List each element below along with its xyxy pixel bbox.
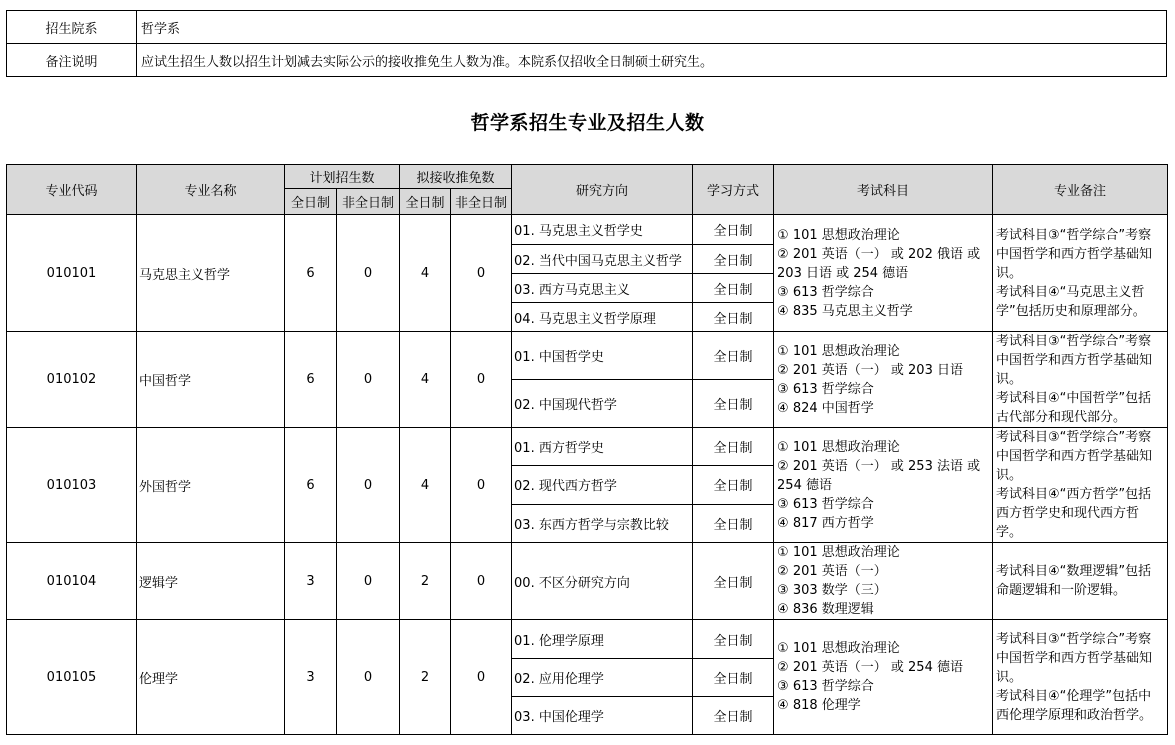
study-mode: 全日制 xyxy=(693,543,774,620)
study-mode: 全日制 xyxy=(693,659,774,697)
tuimian-nonfull-count: 0 xyxy=(451,428,512,543)
header-direction: 研究方向 xyxy=(512,165,693,215)
exam-subject-line: ③ 613 哲学综合 xyxy=(777,496,874,512)
majors-body xyxy=(7,215,1168,735)
plan-full-count: 3 xyxy=(285,620,337,735)
study-mode: 全日制 xyxy=(693,466,774,504)
study-mode: 全日制 xyxy=(693,380,774,428)
exam-subject-line: ④ 818 伦理学 xyxy=(777,698,861,713)
note-line: 考试科目③“哲学综合”考察中国哲学和西方哲学基础知识。 xyxy=(996,430,1153,483)
tuimian-nonfull-count: 0 xyxy=(451,215,512,332)
major-code: 010104 xyxy=(7,543,137,620)
major-note xyxy=(993,428,1168,543)
major-code: 010101 xyxy=(7,215,137,332)
exam-subject-line: ① 101 思想政治理论 xyxy=(777,545,900,560)
direction-name: 00. 不区分研究方向 xyxy=(512,543,693,620)
dept-value: 哲学系 xyxy=(137,11,1167,44)
plan-full-count: 6 xyxy=(285,332,337,428)
table-row xyxy=(7,332,1168,380)
exam-subjects xyxy=(774,428,993,543)
exam-subject-line: ④ 824 中国哲学 xyxy=(777,400,874,416)
exam-subject-line: ④ 835 马克思主义哲学 xyxy=(777,303,913,319)
header-tm-full: 全日制 xyxy=(400,189,451,215)
header-tuimian: 拟接收推免数 xyxy=(400,165,512,189)
direction-name: 01. 马克思主义哲学史 xyxy=(512,215,693,245)
header-exam: 考试科目 xyxy=(774,165,993,215)
note-line: 考试科目④“西方哲学”包括西方哲学史和现代西方哲学。 xyxy=(996,487,1152,540)
study-mode: 全日制 xyxy=(693,332,774,380)
exam-subject-line: ③ 613 哲学综合 xyxy=(777,679,874,694)
study-mode: 全日制 xyxy=(693,303,774,332)
dept-label: 招生院系 xyxy=(7,11,137,44)
direction-name: 02. 现代西方哲学 xyxy=(512,466,693,504)
exam-subject-line: ③ 613 哲学综合 xyxy=(777,284,874,300)
info-table xyxy=(6,10,1167,77)
note-line: 考试科目③“哲学综合”考察中国哲学和西方哲学基础知识。 xyxy=(996,334,1153,387)
note-line: 考试科目③“哲学综合”考察中国哲学和西方哲学基础知识。 xyxy=(996,631,1153,685)
major-code: 010105 xyxy=(7,620,137,735)
major-note xyxy=(993,332,1168,428)
direction-name: 02. 应用伦理学 xyxy=(512,659,693,697)
direction-name: 01. 中国哲学史 xyxy=(512,332,693,380)
major-name: 外国哲学 xyxy=(137,428,285,543)
tuimian-full-count: 4 xyxy=(400,215,451,332)
header-plan: 计划招生数 xyxy=(285,165,400,189)
exam-subject-line: ③ 613 哲学综合 xyxy=(777,381,874,397)
tuimian-full-count: 4 xyxy=(400,428,451,543)
study-mode: 全日制 xyxy=(693,428,774,466)
exam-subject-line: ① 101 思想政治理论 xyxy=(777,343,900,359)
note-line: 考试科目④“中国哲学”包括古代部分和现代部分。 xyxy=(996,391,1152,425)
info-row-remark xyxy=(7,44,1167,77)
exam-subject-line: ④ 817 西方哲学 xyxy=(777,515,874,531)
direction-name: 01. 伦理学原理 xyxy=(512,620,693,659)
header-code: 专业代码 xyxy=(7,165,137,215)
header-mode: 学习方式 xyxy=(693,165,774,215)
tuimian-full-count: 2 xyxy=(400,620,451,735)
majors-table xyxy=(6,164,1168,735)
study-mode: 全日制 xyxy=(693,245,774,274)
direction-name: 03. 东西方哲学与宗教比较 xyxy=(512,504,693,542)
exam-subject-line: ② 201 英语（一） 或 253 法语 或 254 德语 xyxy=(777,458,981,493)
study-mode: 全日制 xyxy=(693,504,774,542)
plan-full-count: 6 xyxy=(285,428,337,543)
tuimian-nonfull-count: 0 xyxy=(451,620,512,735)
direction-name: 02. 中国现代哲学 xyxy=(512,380,693,428)
table-row xyxy=(7,215,1168,245)
plan-full-count: 3 xyxy=(285,543,337,620)
tuimian-nonfull-count: 0 xyxy=(451,332,512,428)
direction-name: 03. 西方马克思主义 xyxy=(512,274,693,303)
note-line: 考试科目④“马克思主义哲学”包括历史和原理部分。 xyxy=(996,284,1146,319)
exam-subject-line: ② 201 英语（一） 或 254 德语 xyxy=(777,660,963,675)
tuimian-full-count: 4 xyxy=(400,332,451,428)
plan-nonfull-count: 0 xyxy=(337,332,400,428)
header-tm-nonfull: 非全日制 xyxy=(451,189,512,215)
plan-nonfull-count: 0 xyxy=(337,543,400,620)
exam-subject-line: ② 201 英语（一） 或 203 日语 xyxy=(777,362,963,378)
header-note: 专业备注 xyxy=(993,165,1168,215)
major-name: 马克思主义哲学 xyxy=(137,215,285,332)
direction-name: 02. 当代中国马克思主义哲学 xyxy=(512,245,693,274)
header-plan-nonfull: 非全日制 xyxy=(337,189,400,215)
study-mode: 全日制 xyxy=(693,697,774,735)
remark-label: 备注说明 xyxy=(7,44,137,77)
exam-subject-line: ① 101 思想政治理论 xyxy=(777,227,900,243)
major-note xyxy=(993,543,1168,620)
exam-subjects xyxy=(774,332,993,428)
exam-subject-line: ④ 836 数理逻辑 xyxy=(777,602,874,617)
plan-nonfull-count: 0 xyxy=(337,428,400,543)
info-row-dept xyxy=(7,11,1167,44)
direction-name: 03. 中国伦理学 xyxy=(512,697,693,735)
note-line: 考试科目③“哲学综合”考察中国哲学和西方哲学基础知识。 xyxy=(996,227,1153,281)
plan-nonfull-count: 0 xyxy=(337,620,400,735)
remark-value: 应试生招生人数以招生计划减去实际公示的接收推免生人数为准。本院系仅招收全日制硕士研究生。 xyxy=(137,44,1167,77)
table-row xyxy=(7,620,1168,659)
header-row-1 xyxy=(7,165,1168,189)
major-note xyxy=(993,620,1168,735)
exam-subject-line: ① 101 思想政治理论 xyxy=(777,439,900,455)
exam-subject-line: ② 201 英语（一） 或 202 俄语 或 203 日语 或 254 德语 xyxy=(777,246,981,281)
page-title: 哲学系招生专业及招生人数 xyxy=(470,112,705,134)
exam-subject-line: ③ 303 数学（三） xyxy=(777,583,887,598)
direction-name: 01. 西方哲学史 xyxy=(512,428,693,466)
major-name: 逻辑学 xyxy=(137,543,285,620)
exam-subject-line: ② 201 英语（一） xyxy=(777,564,887,579)
study-mode: 全日制 xyxy=(693,620,774,659)
plan-full-count: 6 xyxy=(285,215,337,332)
major-note xyxy=(993,215,1168,332)
table-row xyxy=(7,543,1168,620)
note-line: 考试科目④“数理逻辑”包括命题逻辑和一阶逻辑。 xyxy=(996,564,1152,598)
major-name: 中国哲学 xyxy=(137,332,285,428)
exam-subjects xyxy=(774,620,993,735)
major-code: 010102 xyxy=(7,332,137,428)
major-code: 010103 xyxy=(7,428,137,543)
direction-name: 04. 马克思主义哲学原理 xyxy=(512,303,693,332)
tuimian-full-count: 2 xyxy=(400,543,451,620)
plan-nonfull-count: 0 xyxy=(337,215,400,332)
exam-subjects xyxy=(774,215,993,332)
study-mode: 全日制 xyxy=(693,274,774,303)
note-line: 考试科目④“伦理学”包括中西伦理学原理和政治哲学。 xyxy=(996,688,1153,723)
major-name: 伦理学 xyxy=(137,620,285,735)
header-plan-full: 全日制 xyxy=(285,189,337,215)
exam-subjects xyxy=(774,543,993,620)
table-row xyxy=(7,428,1168,466)
study-mode: 全日制 xyxy=(693,215,774,245)
header-name: 专业名称 xyxy=(137,165,285,215)
exam-subject-line: ① 101 思想政治理论 xyxy=(777,641,900,656)
tuimian-nonfull-count: 0 xyxy=(451,543,512,620)
